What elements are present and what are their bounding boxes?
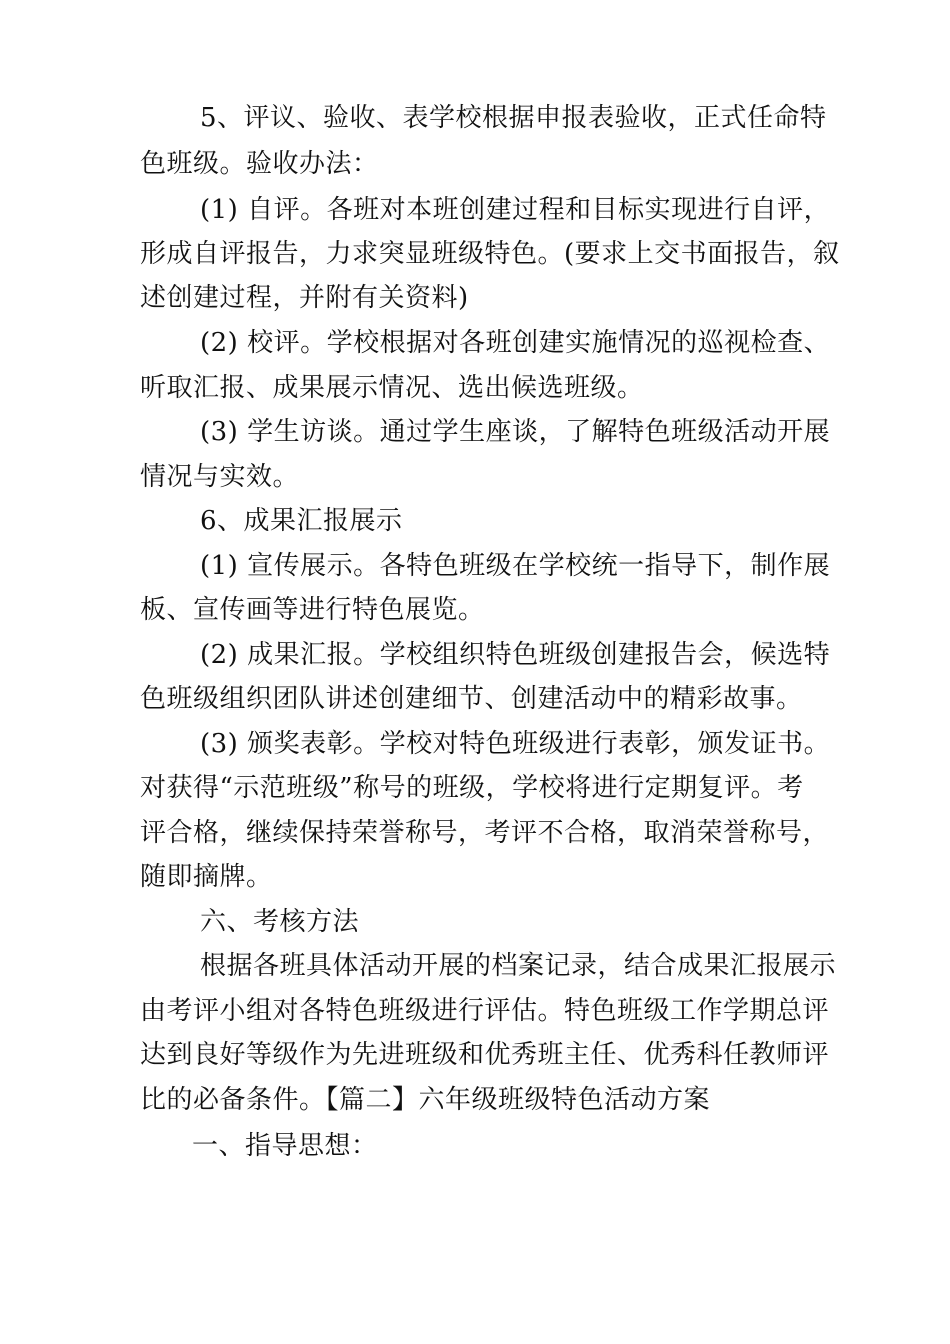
text-line: 由考评小组对各特色班级进行评估。特色班级工作学期总评 [140,996,830,1026]
text-line: (2) 成果汇报。学校组织特色班级创建报告会，候选特 [200,640,831,670]
text-line: 色班级组织团队讲述创建细节、创建活动中的精彩故事。 [140,684,803,714]
section-heading: 6、成果汇报展示 [200,506,403,536]
text-line: (1) 宣传展示。各特色班级在学校统一指导下，制作展 [200,551,831,581]
text-line: 评合格，继续保持荣誉称号，考评不合格，取消荣誉称号， [140,818,830,848]
text-line: 听取汇报、成果展示情况、选出候选班级。 [140,373,644,403]
text-line: 情况与实效。 [140,462,300,492]
text-line: (1) 自评。各班对本班创建过程和目标实现进行自评， [200,195,831,225]
text-line: 根据各班具体活动开展的档案记录，结合成果汇报展示 [200,951,837,981]
text-line: 达到良好等级作为先进班级和优秀班主任、优秀科任教师评 [140,1040,830,1070]
text-line: 对获得“示范班级”称号的班级，学校将进行定期复评。考 [140,773,804,803]
text-line: 色班级。验收办法： [140,149,379,179]
section-heading: 六、考核方法 [200,907,360,937]
text-line: 5、评议、验收、表学校根据申报表验收，正式任命特 [200,103,827,133]
text-line: 板、宣传画等进行特色展览。 [140,595,485,625]
text-line: (2) 校评。学校根据对各班创建实施情况的巡视检查、 [200,328,831,358]
text-line: 述创建过程，并附有关资料) [140,283,469,313]
section-heading: 一、指导思想： [192,1131,378,1161]
text-line: (3) 学生访谈。通过学生座谈，了解特色班级活动开展 [200,417,831,447]
text-line: 形成自评报告，力求突显班级特色。(要求上交书面报告，叙 [140,239,840,269]
text-line: (3) 颁奖表彰。学校对特色班级进行表彰，颁发证书。 [200,729,831,759]
text-line: 随即摘牌。 [140,862,273,892]
text-line: 比的必备条件。【篇二】六年级班级特色活动方案 [140,1085,711,1115]
